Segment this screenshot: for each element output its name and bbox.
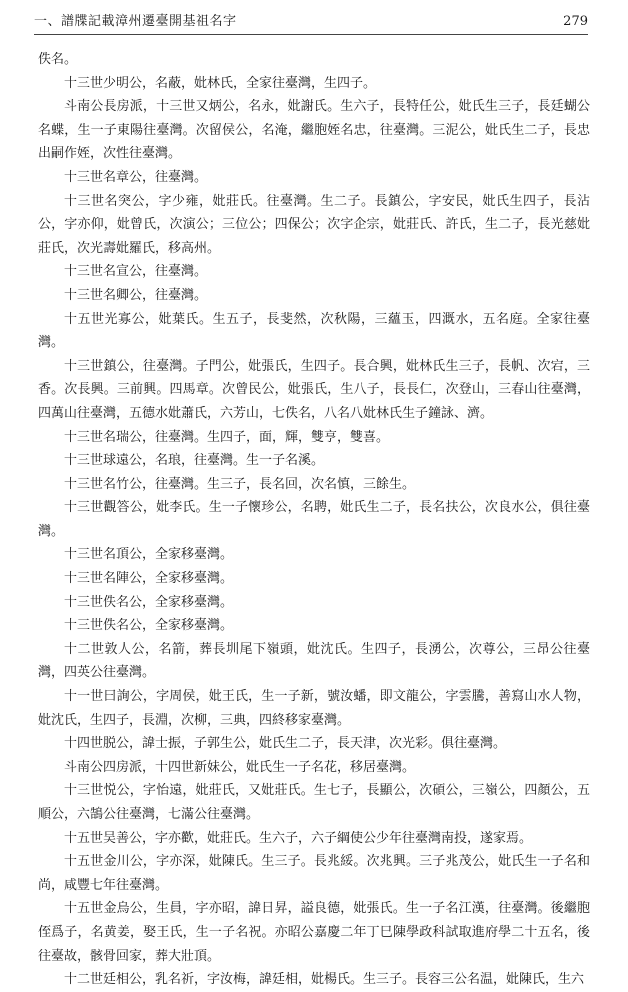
paragraph: 十三世鎮公，往臺灣。子門公，妣張氏，生四子。長合興，妣林氏生三子，長帆、次宕，三香。次長興。三前興。四馬章。次曾民公，妣張氏，生八子，長長仁，次登山，三春山往臺灣，四萬山往臺灣，五德水妣蕭氏，六芳山，七佚名，八名八妣林氏生子鐘詠、濟。	[38, 358, 590, 421]
paragraph: 十一世曰詢公，字周侯，妣王氏，生一子新，號汝蟠，即文龍公，字雲騰，善寫山水人物，妣沈氏，生四子，長淵，次柳，三典，四終移家臺灣。	[38, 689, 590, 728]
paragraph: 十四世脱公，諱士振，子郭生公，妣氏生二子，長天津，次光彩。俱往臺灣。	[64, 736, 507, 752]
paragraph: 十三世觀答公，妣李氏。生一子懷珍公，名聘，妣氏生二子，長名扶公，次良水公，俱往臺灣。	[38, 500, 590, 539]
paragraph: 十二世敦人公，名箭，葬長圳尾下嶺頭，妣沈氏。生四子，長湧公，次尊公，三昂公往臺灣，四英公往臺灣。	[38, 641, 590, 681]
paragraph: 十五世光寡公，妣葉氏。生五子，長斐然，次秋陽，三蘊玉，四溉水，五名庭。全家往臺灣。	[38, 311, 590, 351]
paragraph: 十三世名章公，往臺灣。	[64, 169, 208, 185]
paragraph: 十五世金烏公，生員，字亦昭，諱日昇，謚良德，妣張氏。生一子名江漢，往臺灣。後繼胞侄爲子，名黄姜，娶王氏，生一子名祝。亦昭公嘉慶二年丁巳陳學政科試取進府學二十五名，後往臺故，骸骨回家，葬大壯頂。	[38, 901, 590, 964]
paragraph: 十三世佚名公，全家移臺灣。	[64, 594, 234, 610]
paragraph: 十五世金川公，字亦深，妣陳氏。生三子。長兆綏。次兆興。三子兆茂公，妣氏生一子名和尚，咸豐七年往臺灣。	[38, 854, 590, 893]
paragraph: 佚名。	[38, 52, 78, 67]
paragraph: 斗南公四房派，十四世新妹公，妣氏生一子名花，移居臺灣。	[64, 759, 416, 775]
page-number: 279	[563, 14, 588, 29]
document-body	[38, 48, 590, 992]
paragraph: 十三世名竹公，往臺灣。生三子，長名回，次名慎，三餘生。	[64, 476, 416, 492]
paragraph: 十三世佚名公，全家移臺灣。	[64, 618, 234, 634]
paragraph: 十三世名頂公，全家移臺灣。	[64, 547, 234, 563]
paragraph: 斗南公長房派，十三世又炳公，名永，妣謝氏。生六子，長特任公，妣氏生三子，長廷蝴公名蝶，生一子東陽往臺灣。次留侯公，名淹，繼胞姪名忠，往臺灣。三泥公，妣氏生二子，長忠出嗣作姪，次性往臺灣。	[38, 99, 590, 162]
paragraph: 十三世名突公，字少雍，妣莊氏。往臺灣。生二子。長鎮公，字安民，妣氏生四子，長沾公，字亦仰，妣曾氏，次演公；三位公；四保公；次字企宗，妣莊氏、許氏，生二子，長光慈妣莊氏，次光壽妣羅氏，移高州。	[38, 193, 590, 256]
paragraph: 十二世廷相公，乳名祈，字汝梅，諱廷相，妣楊氏。生三子。長容三公名温，妣陳氏，生六	[64, 972, 585, 988]
paragraph: 十三世少明公，名蔽，妣林氏，全家往臺灣，生四子。	[64, 75, 377, 91]
paragraph: 十三世球遠公，名琅，往臺灣。生一子名溪。	[64, 453, 325, 469]
paragraph: 十三世名卿公，往臺灣。	[64, 287, 208, 303]
paragraph: 十三世名陣公，全家移臺灣。	[64, 571, 234, 587]
paragraph: 十三世名瑞公，往臺灣。生四子，面，輝，雙亨，雙喜。	[64, 429, 390, 445]
header-title: 一、譜牒記載漳州遷臺開基祖名字	[34, 14, 237, 29]
paragraph: 十五世吴善公，字亦歡，妣莊氏。生六子，六子綱使公少年往臺灣南投，遂家焉。	[64, 830, 533, 846]
running-header	[34, 12, 588, 35]
paragraph: 十三世悦公，字怡遠，妣莊氏，又妣莊氏。生七子，長顯公，次碩公，三嶺公，四顏公，五順公，六鵠公往臺灣，七滿公往臺灣。	[38, 783, 590, 822]
paragraph: 十三世名宣公，往臺灣。	[64, 264, 208, 280]
